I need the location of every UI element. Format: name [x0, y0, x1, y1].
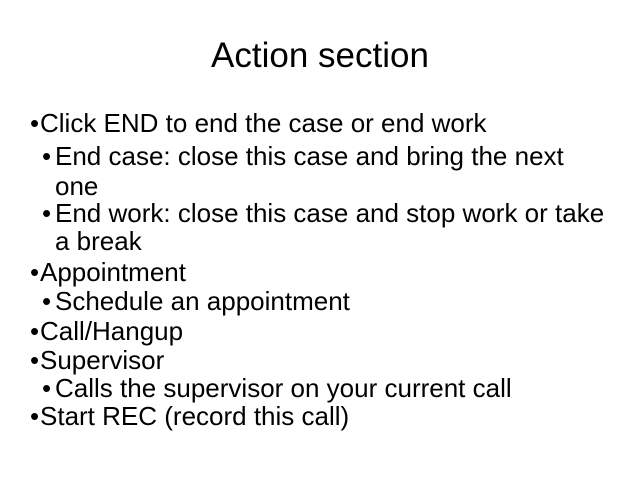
- bullet-item-continuation: [55, 227, 142, 256]
- bullet-item: [30, 109, 487, 138]
- bullet-item-continuation: [55, 172, 98, 201]
- bullet-item: [30, 402, 349, 431]
- bullet-item: [42, 287, 350, 316]
- bullet-icon: •: [42, 198, 52, 228]
- bullet-icon: •: [30, 316, 40, 346]
- bullet-item-text: Supervisor: [40, 345, 165, 375]
- bullet-icon: •: [30, 401, 40, 431]
- bullet-item: [42, 374, 512, 403]
- bullet-item: [30, 346, 164, 375]
- bullet-item-text: End work: close this case and stop work or take: [55, 198, 605, 228]
- bullet-item: [42, 142, 564, 171]
- bullet-item: [42, 199, 604, 228]
- bullet-item-text: Appointment: [40, 257, 186, 287]
- bullet-icon: •: [42, 373, 52, 403]
- slide-title: Action section: [211, 36, 429, 75]
- bullet-item-text: a break: [55, 226, 142, 256]
- bullet-item-text: Click END to end the case or end work: [40, 108, 487, 138]
- bullet-icon: •: [30, 108, 40, 138]
- bullet-item: [30, 317, 183, 346]
- bullet-icon: •: [42, 286, 52, 316]
- bullet-item-text: End case: close this case and bring the next: [55, 141, 564, 171]
- bullet-icon: •: [30, 345, 40, 375]
- bullet-icon: •: [42, 141, 52, 171]
- bullet-item: [30, 258, 186, 287]
- bullet-icon: •: [30, 257, 40, 287]
- bullet-item-text: Call/Hangup: [40, 316, 184, 346]
- bullet-item-text: Start REC (record this call): [40, 401, 350, 431]
- bullet-item-text: Calls the supervisor on your current call: [55, 373, 512, 403]
- bullet-item-text: Schedule an appointment: [55, 286, 350, 316]
- bullet-item-text: one: [55, 171, 99, 201]
